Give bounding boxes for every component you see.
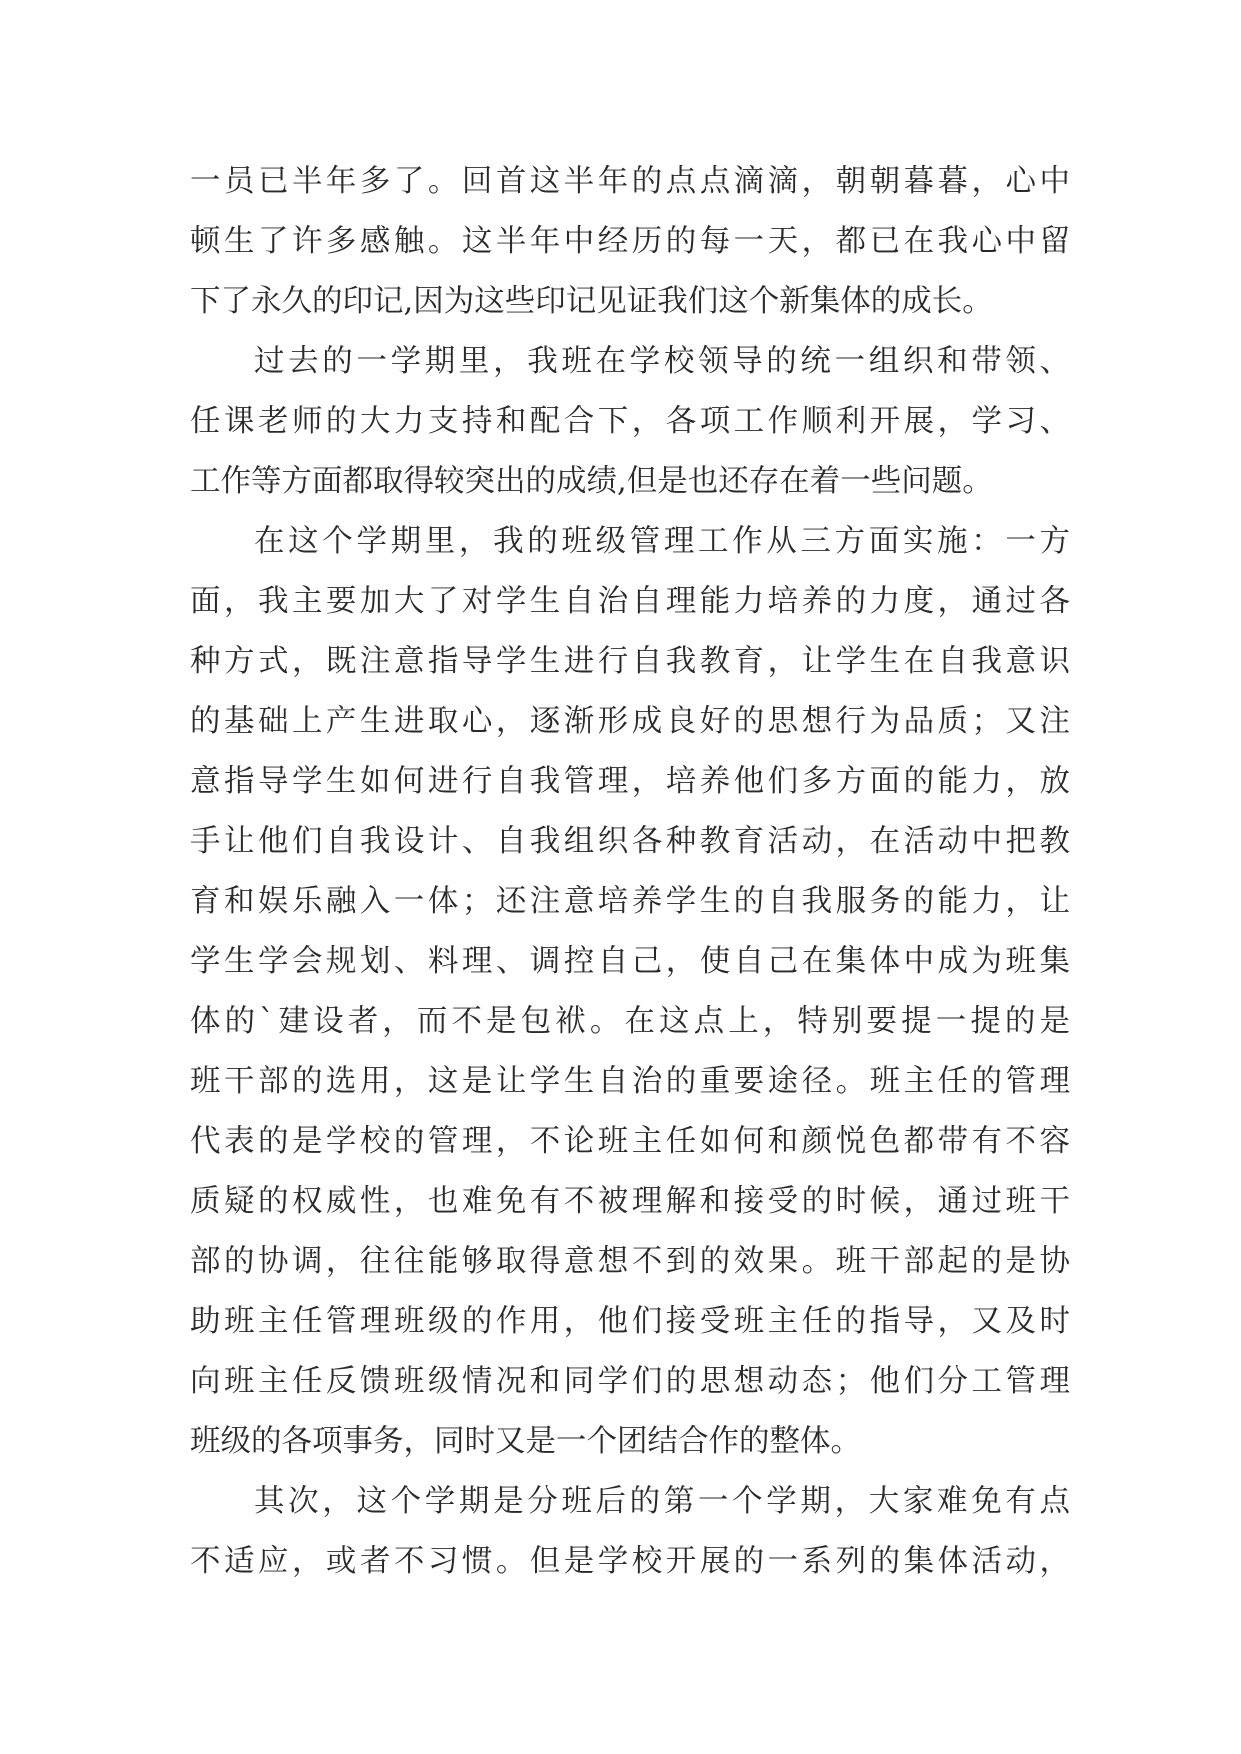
text-line: 顿生了许多感触。这半年中经历的每一天，都已在我心中留 bbox=[190, 224, 1070, 259]
text-line: 面，我主要加大了对学生自治自理能力培养的力度，通过各 bbox=[190, 584, 1070, 619]
text-line: 下了永久的印记,因为这些印记见证我们这个新集体的成长。 bbox=[190, 284, 993, 319]
text-line: 部的协调，往往能够取得意想不到的效果。班干部起的是协 bbox=[190, 1244, 1070, 1279]
text-line: 班干部的选用，这是让学生自治的重要途径。班主任的管理 bbox=[190, 1064, 1070, 1099]
text-line: 班级的各项事务，同时又是一个团结合作的整体。 bbox=[190, 1424, 861, 1459]
text-line: 育和娱乐融入一体；还注意培养学生的自我服务的能力，让 bbox=[190, 884, 1070, 919]
text-line: 工作等方面都取得较突出的成绩,但是也还存在着一些问题。 bbox=[190, 464, 993, 499]
text-line: 种方式，既注意指导学生进行自我教育，让学生在自我意识 bbox=[190, 644, 1070, 679]
text-line: 不适应，或者不习惯。但是学校开展的一系列的集体活动， bbox=[190, 1544, 1070, 1579]
text-line: 向班主任反馈班级情况和同学们的思想动态；他们分工管理 bbox=[190, 1364, 1070, 1399]
paragraph-first-line: 其次，这个学期是分班后的第一个学期，大家难免有点 bbox=[254, 1484, 1070, 1519]
document-body bbox=[190, 152, 1070, 1592]
text-line: 意指导学生如何进行自我管理，培养他们多方面的能力，放 bbox=[190, 764, 1070, 799]
text-line: 助班主任管理班级的作用，他们接受班主任的指导，又及时 bbox=[190, 1304, 1070, 1339]
text-line: 体的`建设者，而不是包袱。在这点上，特别要提一提的是 bbox=[190, 1004, 1070, 1039]
text-line: 的基础上产生进取心，逐渐形成良好的思想行为品质；又注 bbox=[190, 704, 1070, 739]
text-line: 手让他们自我设计、自我组织各种教育活动，在活动中把教 bbox=[190, 824, 1070, 859]
text-line: 任课老师的大力支持和配合下，各项工作顺利开展，学习、 bbox=[190, 404, 1070, 439]
paragraph-first-line: 在这个学期里，我的班级管理工作从三方面实施：一方 bbox=[254, 524, 1070, 559]
text-line: 一员已半年多了。回首这半年的点点滴滴，朝朝暮暮，心中 bbox=[190, 164, 1070, 199]
paragraph-first-line: 过去的一学期里，我班在学校领导的统一组织和带领、 bbox=[254, 344, 1070, 379]
text-line: 学生学会规划、料理、调控自己，使自己在集体中成为班集 bbox=[190, 944, 1070, 979]
text-line: 代表的是学校的管理，不论班主任如何和颜悦色都带有不容 bbox=[190, 1124, 1070, 1159]
text-line: 质疑的权威性，也难免有不被理解和接受的时候，通过班干 bbox=[190, 1184, 1070, 1219]
